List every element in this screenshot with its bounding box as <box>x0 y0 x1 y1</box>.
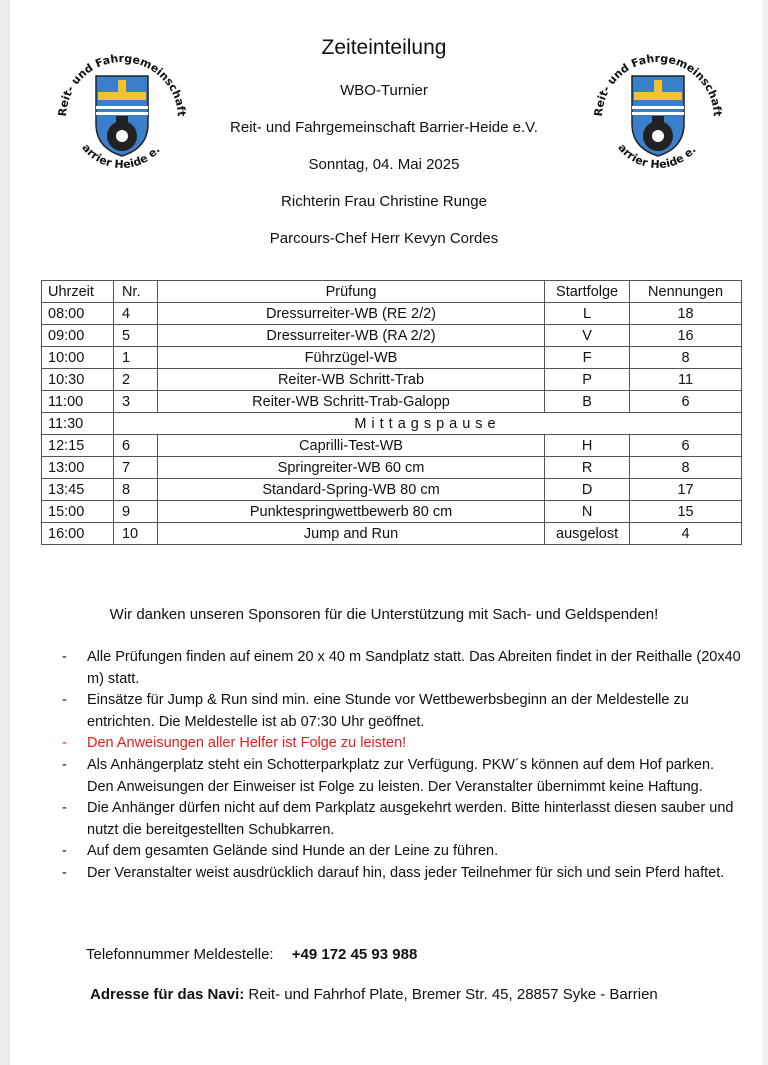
table-row <box>42 325 742 347</box>
table-row <box>42 479 742 501</box>
club-name: Reit- und Fahrgemeinschaft Barrier-Heide e.V. <box>230 119 538 136</box>
cell-order: N <box>545 501 630 523</box>
cell-order: B <box>545 391 630 413</box>
page-border-right <box>762 0 768 1065</box>
cell-exam: Dressurreiter-WB (RE 2/2) <box>157 303 544 325</box>
header-exam: Prüfung <box>157 281 544 303</box>
table-row <box>42 391 742 413</box>
cell-time: 13:00 <box>42 457 114 479</box>
table-row <box>42 523 742 545</box>
cell-nr: 4 <box>113 303 157 325</box>
cell-nr: 8 <box>113 479 157 501</box>
cell-time: 13:45 <box>42 479 114 501</box>
cell-exam: Jump and Run <box>157 523 544 545</box>
table-row <box>42 369 742 391</box>
logo-text-top: Reit- und Fahrgemeinschaft <box>55 51 189 117</box>
list-item-highlight: - Den Anweisungen aller Helfer ist Folge zu leisten! <box>62 735 407 752</box>
cell-order: P <box>545 369 630 391</box>
cell-time: 12:15 <box>42 435 114 457</box>
cell-order: D <box>545 479 630 501</box>
table-row-pause <box>42 413 742 435</box>
cell-nr: 5 <box>113 325 157 347</box>
cell-exam: Punktespringwettbewerb 80 cm <box>157 501 544 523</box>
phone-label: Telefonnummer Meldestelle: <box>86 946 274 963</box>
list-item: - Die Anhänger dürfen nicht auf dem Parkplatz ausgekehrt werden. Bitte hinterlasst diesen sauber und nutzt die bereitgestellten Schubkarren. <box>62 800 734 838</box>
list-item: - Auf dem gesamten Gelände sind Hunde an der Leine zu führen. <box>62 843 499 860</box>
cell-exam: Springreiter-WB 60 cm <box>157 457 544 479</box>
cell-exam: Reiter-WB Schritt-Trab-Galopp <box>157 391 544 413</box>
header-entries: Nennungen <box>630 281 742 303</box>
cell-time: 10:00 <box>42 347 114 369</box>
cell-nr: 9 <box>113 501 157 523</box>
schedule-table <box>41 280 742 545</box>
cell-time: 16:00 <box>42 523 114 545</box>
table-row <box>42 457 742 479</box>
cell-entries: 16 <box>630 325 742 347</box>
phone-line <box>86 946 417 963</box>
list-item: - Alle Prüfungen finden auf einem 20 x 40 m Sandplatz statt. Das Abreiten findet in der Reithalle (20x40 m) statt. <box>62 649 741 687</box>
rules-list <box>62 647 742 885</box>
lunch-break: Mittagspause <box>113 413 741 435</box>
phone-number[interactable]: +49 172 45 93 988 <box>291 946 418 963</box>
header-nr: Nr. <box>113 281 157 303</box>
table-row <box>42 347 742 369</box>
cell-entries: 6 <box>630 391 742 413</box>
course-chief: Parcours-Chef Herr Kevyn Cordes <box>269 230 499 247</box>
list-item: - Als Anhängerplatz steht ein Schotterparkplatz zur Verfügung. PKW´s können auf dem Hof parken. Den Anweisungen der Einweiser ist Folge zu leisten. Der Veranstalter übernimmt keine Haftung. <box>62 756 715 795</box>
cell-exam: Dressurreiter-WB (RA 2/2) <box>157 325 544 347</box>
table-row <box>42 303 742 325</box>
rule-text: Alle Prüfungen finden auf einem 20 x 40 m Sandplatz statt. Das Abreiten findet in der Reithalle (20x40 m) statt. <box>87 649 741 687</box>
cell-exam: Caprilli-Test-WB <box>157 435 544 457</box>
list-item: - Der Veranstalter weist ausdrücklich darauf hin, dass jeder Teilnehmer für sich und sein Pferd haftet. <box>62 864 725 881</box>
rule-text: Die Anhänger dürfen nicht auf dem Parkplatz ausgekehrt werden. Bitte hinterlasst diesen sauber und nutzt die bereitgestellten Schubkarren. <box>87 800 734 838</box>
page-border-left <box>0 0 10 1065</box>
cell-order: H <box>545 435 630 457</box>
cell-entries: 8 <box>630 347 742 369</box>
address-line <box>90 986 658 1003</box>
cell-exam: Standard-Spring-WB 80 cm <box>157 479 544 501</box>
cell-nr: 3 <box>113 391 157 413</box>
cell-nr: 6 <box>113 435 157 457</box>
cell-exam: Reiter-WB Schritt-Trab <box>157 369 544 391</box>
cell-order: F <box>545 347 630 369</box>
cell-time: 10:30 <box>42 369 114 391</box>
cell-time: 11:00 <box>42 391 114 413</box>
cell-time: 09:00 <box>42 325 114 347</box>
judge: Richterin Frau Christine Runge <box>281 193 487 210</box>
address-text: Reit- und Fahrhof Plate, Bremer Str. 45, 28857 Syke - Barrien <box>248 986 658 1003</box>
rule-text: Der Veranstalter weist ausdrücklich darauf hin, dass jeder Teilnehmer für sich und sein Pferd haftet. <box>87 864 725 881</box>
logo-text-top: Reit- und Fahrgemeinschaft <box>591 51 725 117</box>
event-date: Sonntag, 04. Mai 2025 <box>308 156 460 173</box>
cell-entries: 8 <box>630 457 742 479</box>
logo-text-bottom: arrier Heide e. <box>615 141 699 172</box>
rule-text: Auf dem gesamten Gelände sind Hunde an der Leine zu führen. <box>87 843 499 860</box>
cell-order: L <box>545 303 630 325</box>
cell-nr: 1 <box>113 347 157 369</box>
cell-entries: 17 <box>630 479 742 501</box>
sponsor-thanks: Wir danken unseren Sponsoren für die Unterstützung mit Sach- und Geldspenden! <box>109 606 659 623</box>
cell-exam: Führzügel-WB <box>157 347 544 369</box>
cell-entries: 11 <box>630 369 742 391</box>
address-label: Adresse für das Navi: <box>90 986 245 1003</box>
cell-entries: 15 <box>630 501 742 523</box>
cell-entries: 18 <box>630 303 742 325</box>
document-header <box>170 30 598 247</box>
logo-text-bottom: arrier Heide e. <box>79 141 163 172</box>
cell-order: R <box>545 457 630 479</box>
header-time: Uhrzeit <box>42 281 114 303</box>
header-order: Startfolge <box>545 281 630 303</box>
table-row <box>42 501 742 523</box>
subtitle: WBO-Turnier <box>340 82 428 99</box>
list-item: - Einsätze für Jump & Run sind min. eine Stunde vor Wettbewerbsbeginn an der Meldestelle zu entrichten. Die Meldestelle ist ab 07:30 Uhr geöffnet. <box>62 692 689 730</box>
rule-text: Einsätze für Jump & Run sind min. eine Stunde vor Wettbewerbsbeginn an der Meldestelle zu entrichten. Die Meldestelle ist ab 07:30 Uhr geöffnet. <box>87 692 689 730</box>
cell-nr: 2 <box>113 369 157 391</box>
cell-time: 15:00 <box>42 501 114 523</box>
cell-nr: 10 <box>113 523 157 545</box>
rule-text: Als Anhängerplatz steht ein Schotterparkplatz zur Verfügung. PKW´s können auf dem Hof parken. Den Anweisungen der Einweiser ist Folge zu leisten. Der Veranstalter übernimmt keine Haftung. <box>87 756 715 795</box>
cell-order: V <box>545 325 630 347</box>
cell-entries: 4 <box>630 523 742 545</box>
cell-time: 11:30 <box>42 413 114 435</box>
cell-entries: 6 <box>630 435 742 457</box>
cell-nr: 7 <box>113 457 157 479</box>
club-logo-right <box>588 40 728 180</box>
cell-time: 08:00 <box>42 303 114 325</box>
table-row <box>42 435 742 457</box>
cell-order: ausgelost <box>545 523 630 545</box>
table-header-row <box>42 281 742 303</box>
page-title: Zeiteinteilung <box>321 36 447 59</box>
rule-text: Den Anweisungen aller Helfer ist Folge zu leisten! <box>87 735 407 752</box>
